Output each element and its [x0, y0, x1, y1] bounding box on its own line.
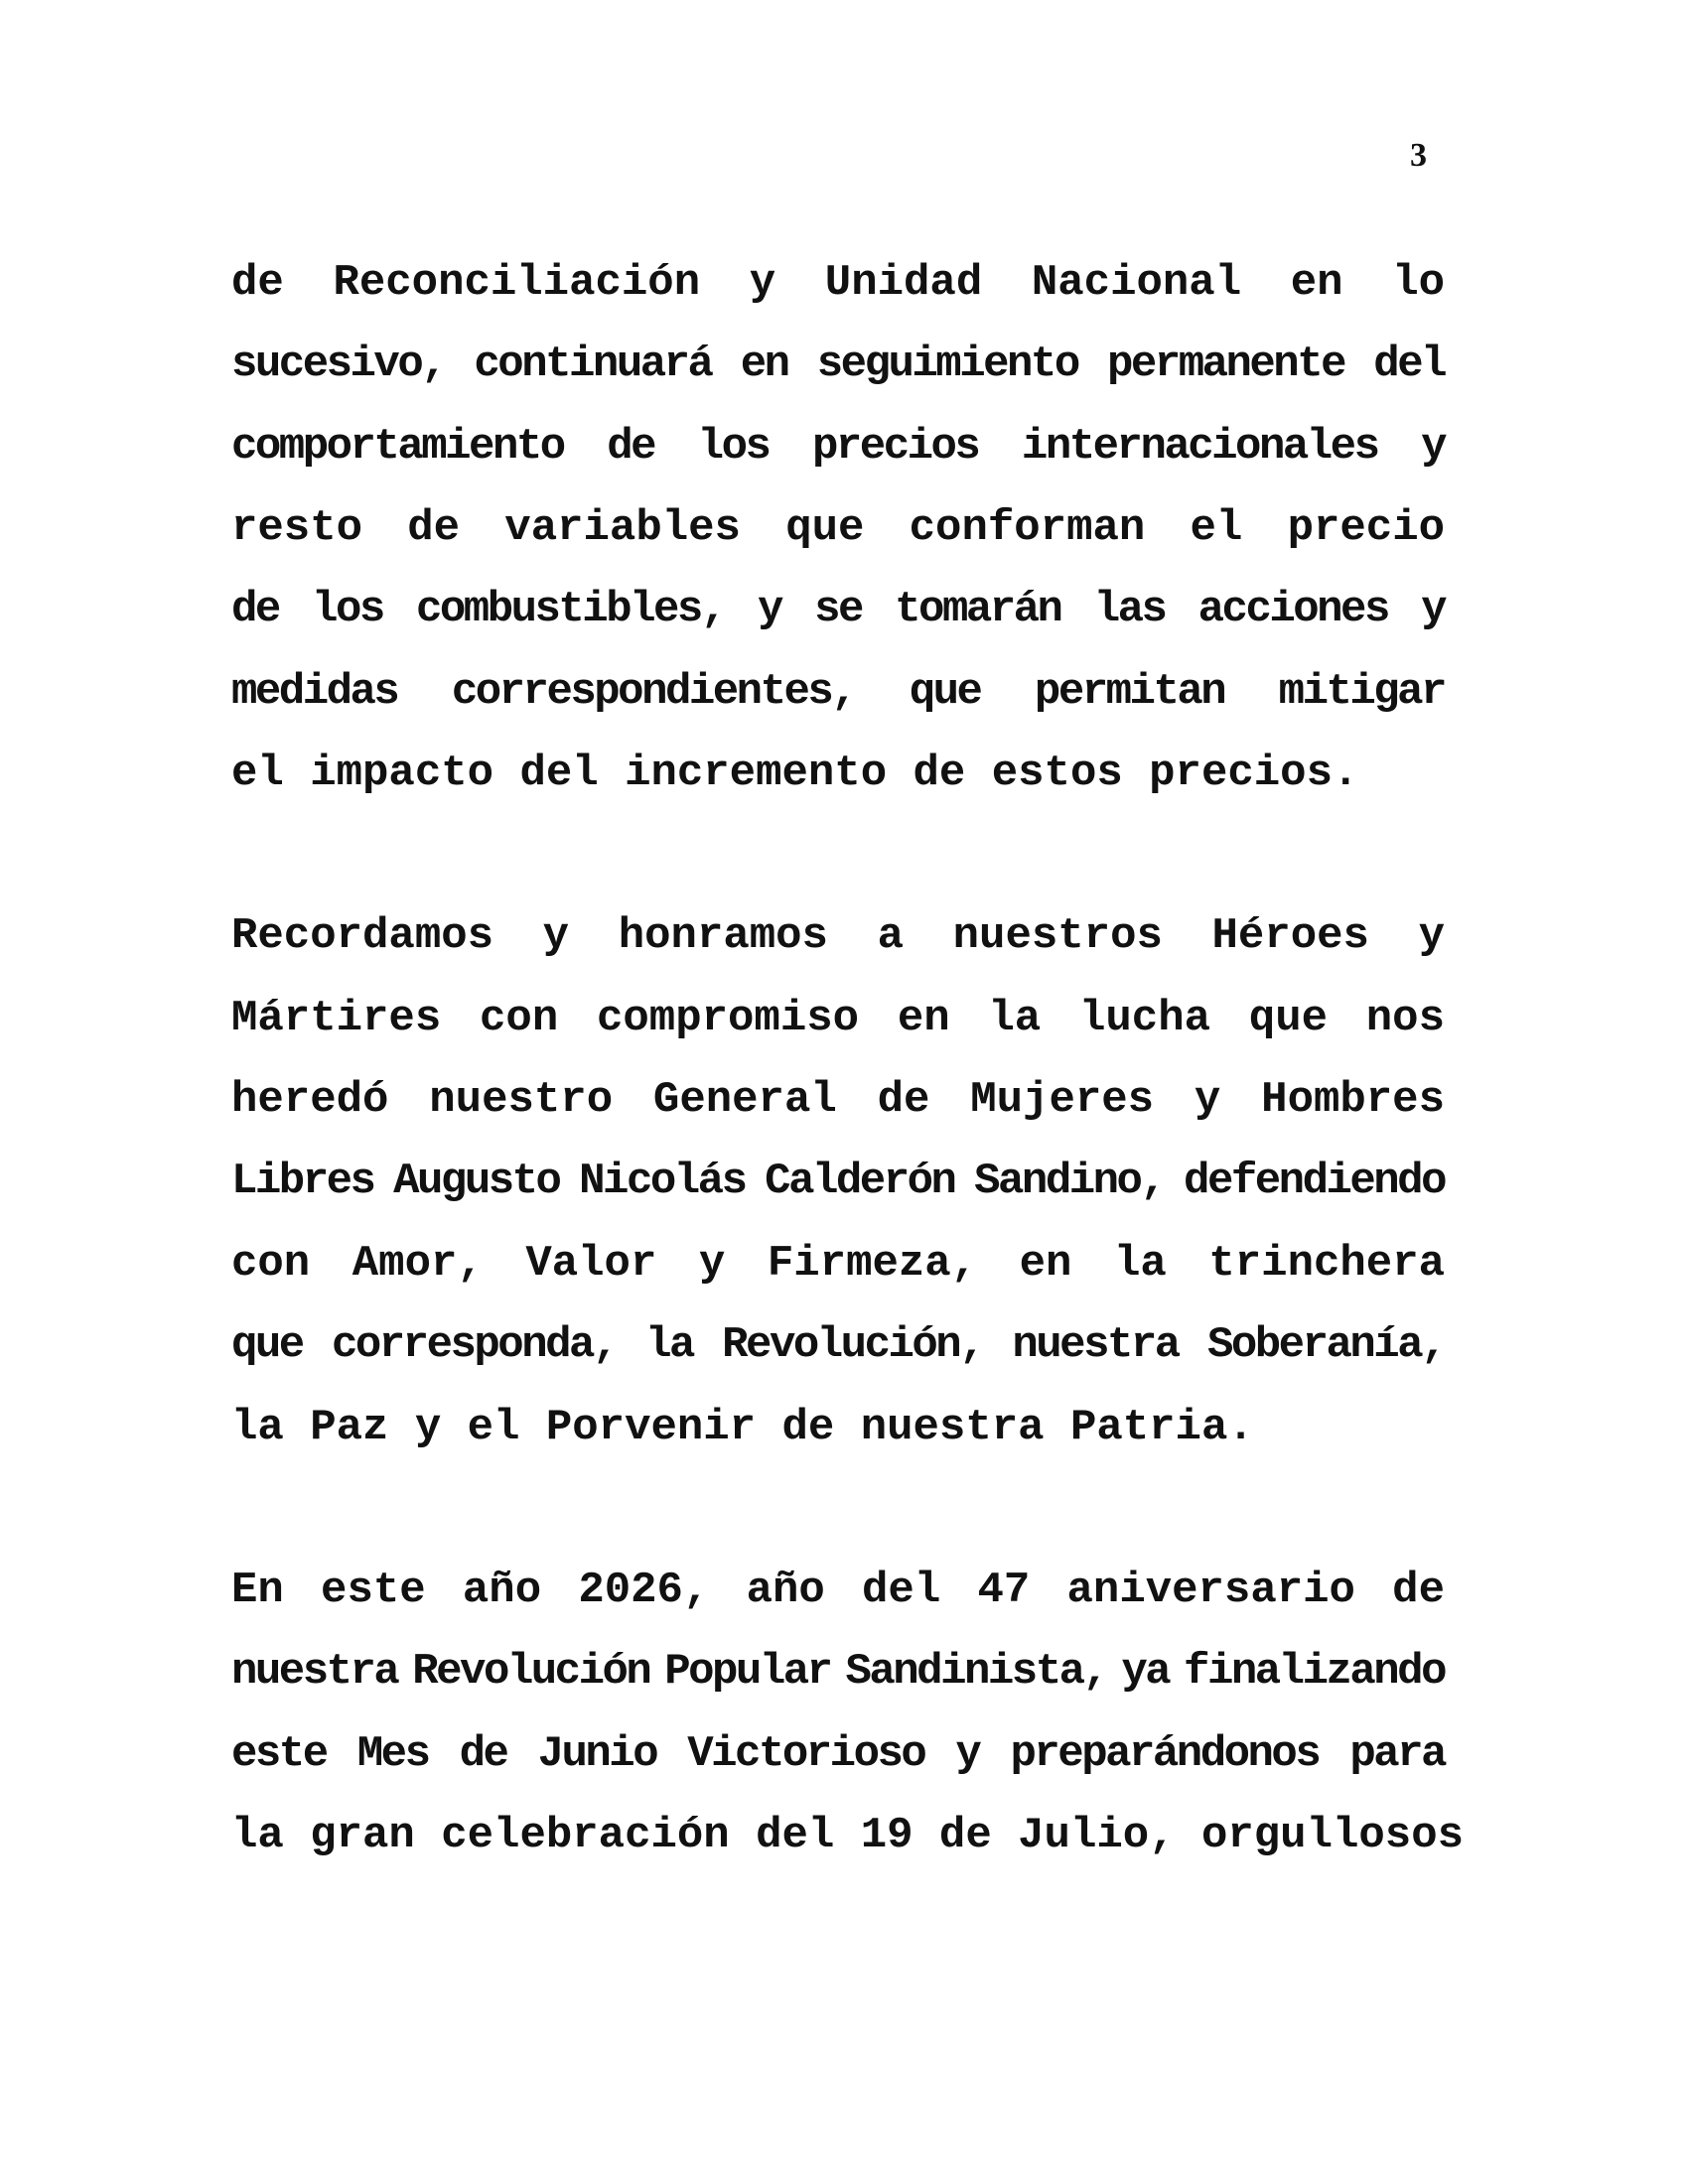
paragraph-1-line-3: comportamiento de los precios internacionales y — [231, 422, 1445, 472]
paragraph-2-line-5: con Amor, Valor y Firmeza, en la trinchera — [231, 1239, 1445, 1289]
paragraph-3-line-3: este Mes de Junio Victorioso y preparándonos para — [231, 1729, 1445, 1779]
paragraph-1-line-6: medidas correspondientes, que permitan mitigar — [231, 667, 1445, 717]
paragraph-3-line-4: la gran celebración del 19 de Julio, orgullosos — [231, 1811, 1465, 1860]
paragraph-1-line-5: de los combustibles, y se tomarán las acciones y — [231, 585, 1445, 634]
paragraph-3-line-1: En este año 2026, año del 47 aniversario de — [231, 1566, 1445, 1615]
paragraph-1-line-2: sucesivo, continuará en seguimiento permanente del — [231, 340, 1445, 389]
paragraph-2-line-2: Mártires con compromiso en la lucha que nos — [231, 994, 1445, 1043]
paragraph-2-line-1: Recordamos y honramos a nuestros Héroes y — [231, 911, 1445, 961]
paragraph-1-line-1: de Reconciliación y Unidad Nacional en lo — [231, 258, 1445, 308]
paragraph-1-line-7: el impacto del incremento de estos precios. — [231, 749, 1359, 798]
paragraph-2-line-4: Libres Augusto Nicolás Calderón Sandino, defendiendo — [231, 1157, 1445, 1206]
paragraph-3-line-2: nuestra Revolución Popular Sandinista, ya finalizando — [231, 1647, 1445, 1697]
paragraph-2-line-7: la Paz y el Porvenir de nuestra Patria. — [231, 1403, 1254, 1452]
paragraph-1-line-4: resto de variables que conforman el precio — [231, 503, 1445, 553]
paragraph-2-line-6: que corresponda, la Revolución, nuestra Soberanía, — [231, 1320, 1445, 1370]
page-number: 3 — [1410, 137, 1427, 174]
paragraph-2-line-3: heredó nuestro General de Mujeres y Hombres — [231, 1075, 1445, 1125]
